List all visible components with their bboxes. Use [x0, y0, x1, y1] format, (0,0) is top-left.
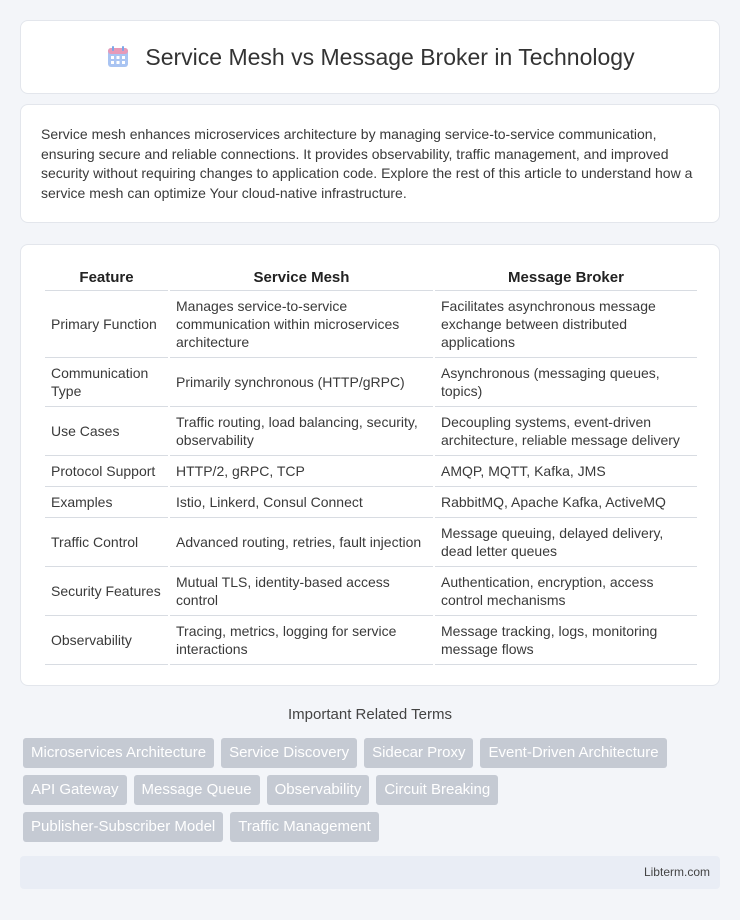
comparison-table: [43, 265, 699, 665]
tag-circuit-breaking[interactable]: Circuit Breaking: [376, 775, 498, 805]
message-broker-cell: Facilitates asynchronous message exchange between distributed applications: [435, 291, 697, 358]
tag-row: [23, 812, 723, 842]
tag-microservices-architecture[interactable]: Microservices Architecture: [23, 738, 214, 768]
service-mesh-cell: Advanced routing, retries, fault injection: [170, 518, 433, 567]
tag-event-driven-architecture[interactable]: Event-Driven Architecture: [480, 738, 666, 768]
intro-text: Service mesh enhances microservices architecture by managing service-to-service communication, ensuring secure and reliable connections. It provides observability, traffic management, and improved security without requiring changes to application code. Explore the rest of this article to understand how a service mesh can optimize Your cloud-native infrastructure.: [41, 126, 693, 201]
message-broker-cell: AMQP, MQTT, Kafka, JMS: [435, 456, 697, 487]
tag-message-queue[interactable]: Message Queue: [134, 775, 260, 805]
message-broker-cell: Asynchronous (messaging queues, topics): [435, 358, 697, 407]
table-row: [45, 487, 697, 518]
service-mesh-cell: Primarily synchronous (HTTP/gRPC): [170, 358, 433, 407]
message-broker-cell: RabbitMQ, Apache Kafka, ActiveMQ: [435, 487, 697, 518]
service-mesh-cell: HTTP/2, gRPC, TCP: [170, 456, 433, 487]
tag-api-gateway[interactable]: API Gateway: [23, 775, 127, 805]
feature-cell: Examples: [45, 487, 168, 518]
table-row: [45, 358, 697, 407]
service-mesh-cell: Mutual TLS, identity-based access control: [170, 567, 433, 616]
page-title: Service Mesh vs Message Broker in Technology: [145, 43, 635, 70]
tag-row: [23, 775, 723, 805]
comparison-table-card: [20, 244, 720, 686]
service-mesh-cell: Istio, Linkerd, Consul Connect: [170, 487, 433, 518]
header-service-mesh: Service Mesh: [170, 265, 433, 291]
message-broker-cell: Authentication, encryption, access control mechanisms: [435, 567, 697, 616]
feature-cell: Security Features: [45, 567, 168, 616]
tag-row: [23, 738, 723, 768]
related-terms-title: Important Related Terms: [288, 706, 452, 723]
service-mesh-cell: Manages service-to-service communication within microservices architecture: [170, 291, 433, 358]
feature-cell: Protocol Support: [45, 456, 168, 487]
intro-card: [20, 104, 720, 223]
table-header-row: [45, 265, 697, 291]
message-broker-cell: Message queuing, delayed delivery, dead letter queues: [435, 518, 697, 567]
feature-cell: Use Cases: [45, 407, 168, 456]
feature-cell: Communication Type: [45, 358, 168, 407]
table-row: [45, 456, 697, 487]
tag-observability[interactable]: Observability: [267, 775, 370, 805]
feature-cell: Observability: [45, 616, 168, 665]
table-row: [45, 291, 697, 358]
service-mesh-cell: Tracing, metrics, logging for service interactions: [170, 616, 433, 665]
header-feature: Feature: [45, 265, 168, 291]
tag-sidecar-proxy[interactable]: Sidecar Proxy: [364, 738, 473, 768]
feature-cell: Traffic Control: [45, 518, 168, 567]
title-card: [20, 20, 720, 94]
calendar-grid-icon: [105, 44, 131, 70]
table-row: [45, 616, 697, 665]
feature-cell: Primary Function: [45, 291, 168, 358]
tag-publisher-subscriber-model[interactable]: Publisher-Subscriber Model: [23, 812, 223, 842]
related-terms-list: [23, 738, 723, 849]
message-broker-cell: Decoupling systems, event-driven architecture, reliable message delivery: [435, 407, 697, 456]
tag-traffic-management[interactable]: Traffic Management: [230, 812, 379, 842]
header-message-broker: Message Broker: [435, 265, 697, 291]
footer-site-link[interactable]: Libterm.com: [643, 865, 710, 879]
table-row: [45, 407, 697, 456]
table-row: [45, 518, 697, 567]
table-row: [45, 567, 697, 616]
message-broker-cell: Message tracking, logs, monitoring message flows: [435, 616, 697, 665]
footer: [20, 856, 720, 889]
service-mesh-cell: Traffic routing, load balancing, security, observability: [170, 407, 433, 456]
tag-service-discovery[interactable]: Service Discovery: [221, 738, 357, 768]
